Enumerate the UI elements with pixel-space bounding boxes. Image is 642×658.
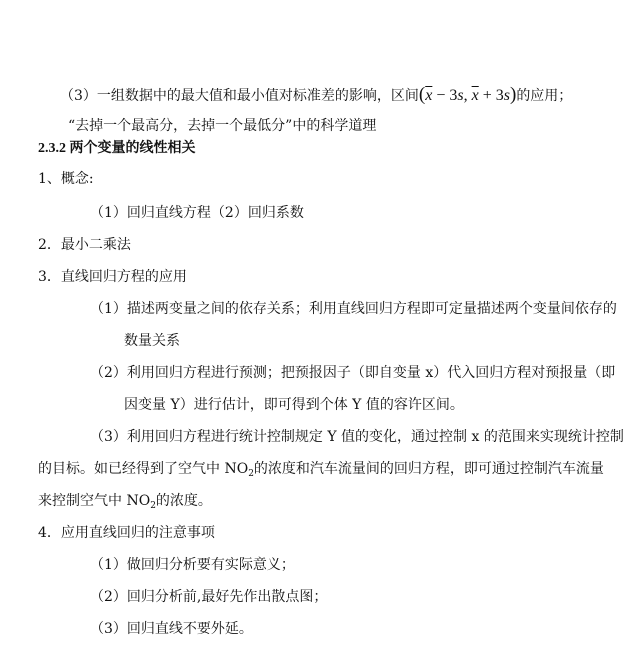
line-app1-b: 数量关系: [124, 333, 180, 349]
line-app2-b: 因变量 Y）进行估计，即可得到个体 Y 值的容许区间。: [124, 397, 464, 413]
section-heading: 2.3.2 两个变量的线性相关: [38, 141, 196, 156]
line-trimmed-score: “去掉一个最高分，去掉一个最低分”中的科学道理: [68, 118, 377, 134]
line-app2-a: （2）利用回归方程进行预测；把预报因子（即自变量 x）代入回归方程对预报量（即: [90, 365, 616, 381]
line-note3: （3）回归直线不要外延。: [90, 621, 253, 637]
line-std-interval: （3）一组数据中的最大值和最小值对标准差的影响，区间($\overline{x} - 3s$, $\overline{x} + 3s$)的应用；: [60, 84, 573, 105]
line-app1-a: （1）描述两变量之间的依存关系；利用直线回归方程即可定量描述两个变量间依存的: [90, 301, 617, 317]
line-least-squares: 2．最小二乘法: [38, 237, 131, 253]
line-note2: （2）回归分析前,最好先作出散点图；: [90, 589, 328, 605]
line-notes: 4．应用直线回归的注意事项: [38, 525, 215, 541]
line-app3-c: 来控制空气中 $NO_2$的浓度。: [38, 493, 212, 511]
line-concept-items: （1）回归直线方程（2）回归系数: [90, 205, 304, 221]
line-note1: （1）做回归分析要有实际意义；: [90, 557, 295, 573]
line-app3-b: 的目标。如已经得到了空气中 $NO_2$的浓度和汽车流量间的回归方程，即可通过控制汽车流量: [38, 461, 604, 479]
line-concept: 1、概念:: [38, 171, 94, 187]
interval-formula: ($\overline{x} - 3s$, $\overline{x} + 3s$): [418, 84, 517, 105]
line-app3-a: （3）利用回归方程进行统计控制规定 Y 值的变化，通过控制 x 的范围来实现统计控制: [90, 429, 624, 445]
line-application: 3．直线回归方程的应用: [38, 269, 187, 285]
